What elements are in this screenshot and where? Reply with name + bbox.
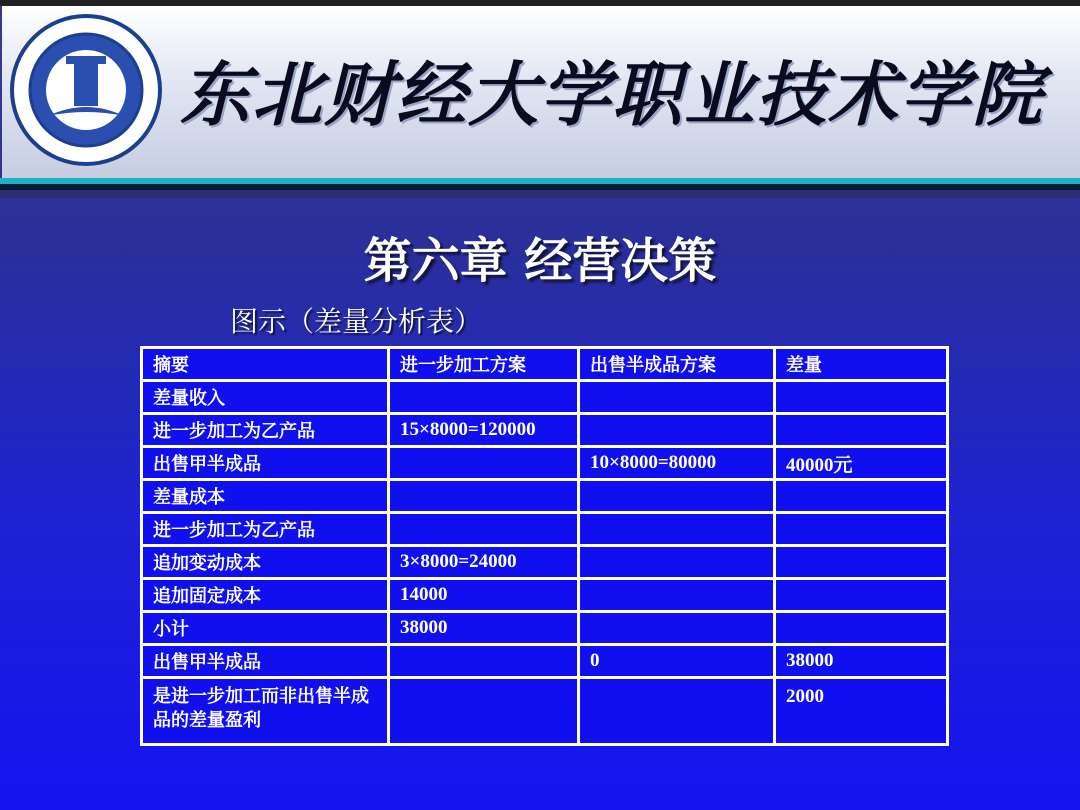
- table-cell: 进一步加工为乙产品: [142, 414, 389, 447]
- table-cell: 出售甲半成品: [142, 447, 389, 480]
- table-cell: [775, 546, 948, 579]
- table-cell: [389, 645, 579, 678]
- table-cell: 10×8000=80000: [579, 447, 775, 480]
- table-cell: 是进一步加工而非出售半成品的差量盈利: [142, 678, 389, 745]
- table-cell: 14000: [389, 579, 579, 612]
- school-name: 东北财经大学职业技术学院: [180, 53, 1044, 136]
- table-row: [142, 513, 948, 546]
- table-cell: [775, 480, 948, 513]
- table-row: [142, 546, 948, 579]
- header-sell-semi-finished: 出售半成品方案: [579, 348, 775, 381]
- table-cell: [579, 612, 775, 645]
- table-cell: [775, 612, 948, 645]
- table-cell: [389, 381, 579, 414]
- table-cell: [389, 447, 579, 480]
- table-cell: 3×8000=24000: [389, 546, 579, 579]
- banner-shadow-stripe: [0, 190, 1080, 198]
- header-banner: [2, 6, 1080, 178]
- table-row: [142, 579, 948, 612]
- table-cell: [579, 579, 775, 612]
- table-cell: [775, 381, 948, 414]
- table-cell: 追加变动成本: [142, 546, 389, 579]
- table-cell: [579, 381, 775, 414]
- header-further-processing: 进一步加工方案: [389, 348, 579, 381]
- table-cell: [389, 513, 579, 546]
- table-cell: [579, 546, 775, 579]
- table-cell: 差量收入: [142, 381, 389, 414]
- table-cell: 小计: [142, 612, 389, 645]
- university-seal-icon: [8, 12, 164, 168]
- difference-analysis-table: [140, 346, 949, 746]
- table-cell: 2000: [775, 678, 948, 745]
- table-cell: 40000元: [775, 447, 948, 480]
- header-summary: 摘要: [142, 348, 389, 381]
- table-cell: [775, 579, 948, 612]
- table-header-row: [142, 348, 948, 381]
- table-cell: [775, 414, 948, 447]
- table-cell: [579, 513, 775, 546]
- table-row: [142, 612, 948, 645]
- table-cell: 追加固定成本: [142, 579, 389, 612]
- table-cell: 15×8000=120000: [389, 414, 579, 447]
- slide-subtitle: 图示（差量分析表）: [230, 305, 483, 338]
- table-cell: 0: [579, 645, 775, 678]
- table-cell: [775, 513, 948, 546]
- table-row: [142, 447, 948, 480]
- table-cell: 差量成本: [142, 480, 389, 513]
- table-row: [142, 414, 948, 447]
- table-cell: 出售甲半成品: [142, 645, 389, 678]
- slide-title: 第六章 经营决策: [363, 233, 717, 289]
- table-cell: 38000: [389, 612, 579, 645]
- header-difference: 差量: [775, 348, 948, 381]
- table-cell: [579, 414, 775, 447]
- table-row: [142, 381, 948, 414]
- table-cell: [389, 678, 579, 745]
- table-cell: 进一步加工为乙产品: [142, 513, 389, 546]
- table-cell: 38000: [775, 645, 948, 678]
- table-row: [142, 480, 948, 513]
- table-row: [142, 645, 948, 678]
- table-cell: [389, 480, 579, 513]
- table-cell: [579, 678, 775, 745]
- table-row: [142, 678, 948, 745]
- table-cell: [579, 480, 775, 513]
